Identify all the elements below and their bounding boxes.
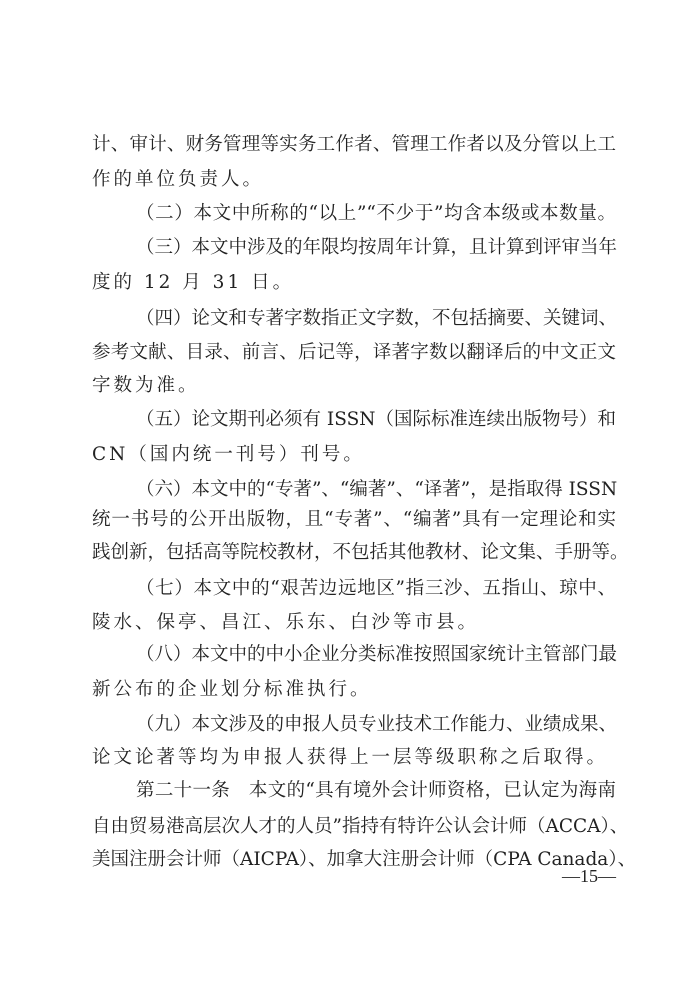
text-line: （二）本文中所称的“以上”“不少于”均含本级或本数量。 — [136, 203, 616, 224]
text-line: （五）论文期刊必须有 ISSN（国际标准连续出版物号）和 — [136, 409, 616, 430]
text-line: 践创新，包括高等院校教材，不包括其他教材、论文集、手册等。 — [92, 542, 629, 563]
text-line: （八）本文中的中小企业分类标准按照国家统计主管部门最 — [136, 644, 618, 665]
text-line: （九）本文涉及的申报人员专业技术工作能力、业绩成果、 — [136, 714, 618, 735]
text-line: 陵水、保亭、昌江、乐东、白沙等市县。 — [92, 612, 480, 633]
text-line: （四）论文和专著字数指正文字数，不包括摘要、关键词、 — [136, 308, 618, 329]
text-line: 第二十一条 本文的“具有境外会计师资格，已认定为海南 — [136, 780, 616, 801]
text-line: （六）本文中的“专著”、“编著”、“译著”，是指取得 ISSN — [136, 479, 618, 500]
text-line: （三）本文中涉及的年限均按周年计算，且计算到评审当年 — [136, 237, 618, 258]
page-number: —15— — [562, 866, 616, 886]
text-line: 度的 12 月 31 日。 — [92, 272, 295, 293]
text-line: 作的单位负责人。 — [92, 169, 265, 190]
text-line: 自由贸易港高层次人才的人员”指持有特许公认会计师（ACCA）、 — [92, 816, 629, 837]
text-line: 字数为准。 — [92, 375, 200, 396]
text-line: （七）本文中的“艰苦边远地区”指三沙、五指山、琼中、 — [136, 578, 616, 599]
text-line: 参考文献、目录、前言、后记等，译著字数以翻译后的中文正文 — [92, 342, 616, 363]
text-line: 美国注册会计师（AICPA）、加拿大注册会计师（CPA Canada）、 — [92, 849, 637, 870]
text-line: 统一书号的公开出版物，且“专著”、“编著”具有一定理论和实 — [92, 509, 616, 530]
text-line: CN（国内统一刊号）刊号。 — [92, 444, 365, 465]
text-line: 论文论著等均为申报人获得上一层等级职称之后取得。 — [92, 747, 609, 768]
text-line: 新公布的企业划分标准执行。 — [92, 679, 372, 700]
text-line: 计、审计、财务管理等实务工作者、管理工作者以及分管以上工 — [92, 134, 616, 155]
